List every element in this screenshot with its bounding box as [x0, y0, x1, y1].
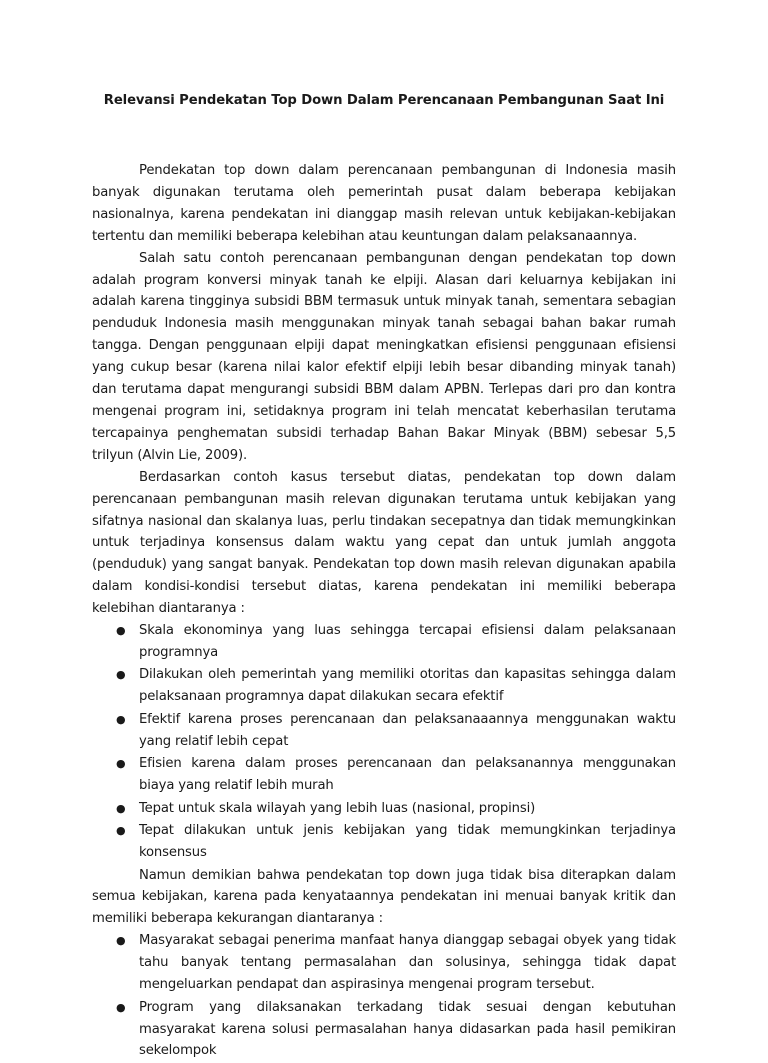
list-item [92, 753, 676, 797]
bullet-icon: ● [116, 1000, 126, 1014]
bullet-icon: ● [116, 712, 126, 726]
list-item [92, 798, 676, 820]
list-item [92, 997, 676, 1063]
list-item [92, 709, 676, 753]
list-item [92, 664, 676, 708]
advantages-list [92, 620, 676, 864]
bullet-icon: ● [116, 801, 126, 815]
bullet-icon: ● [116, 934, 126, 948]
list-item-text: Efisien karena dalam proses perencanaan dan pelaksanannya menggunakan biaya yang relatif lebih murah [139, 756, 676, 794]
paragraph-example: Salah satu contoh perencanaan pembangunan dengan pendekatan top down adalah program konversi minyak tanah ke elpiji. Alasan dari keluarnya kebijakan ini adalah karena tingginya subsidi BBM termasuk untuk minyak tanah, sementara sebagian penduduk Indonesia masih menggunakan minyak tanah sebagai bahan bakar rumah tangga. Dengan penggunaan elpiji dapat meningkatkan efisiensi penggunaan efisiensi yang cukup besar (karena nilai kalor efektif elpiji lebih besar dibanding minyak tanah) dan terutama dapat mengurangi subsidi BBM dalam APBN. Terlepas dari pro dan kontra mengenai program ini, setidaknya program ini telah mencatat keberhasilan terutama tercapainya penghematan subsidi terhadap Bahan Bakar Minyak (BBM) sebesar 5,5 trilyun (Alvin Lie, 2009). [92, 250, 676, 463]
list-item-text: Tepat dilakukan untuk jenis kebijakan yang tidak memungkinkan terjadinya konsensus [139, 823, 676, 861]
list-item-text: Tepat untuk skala wilayah yang lebih luas (nasional, propinsi) [139, 800, 536, 816]
list-item-text: Efektif karena proses perencanaan dan pelaksanaaannya menggunakan waktu yang relatif lebih cepat [139, 711, 676, 749]
paragraph-relevance: Berdasarkan contoh kasus tersebut diatas, pendekatan top down dalam perencanaan pembangunan masih relevan digunakan terutama untuk kebijakan yang sifatnya nasional dan skalanya luas, perlu tindakan secepatnya dan tidak memungkinkan untuk terjadinya konsensus dalam waktu yang cepat dan untuk jumlah anggota (penduduk) yang sangat banyak. Pendekatan top down masih relevan digunakan apabila dalam kondisi-kondisi tersebut diatas, karena pendekatan ini memiliki beberapa kelebihan diantaranya : [92, 469, 676, 617]
list-item-text: Dilakukan oleh pemerintah yang memiliki otoritas dan kapasitas sehingga dalam pelaksanaan programnya dapat dilakukan secara efektif [139, 667, 676, 705]
list-item-text: Masyarakat sebagai penerima manfaat hanya dianggap sebagai obyek yang tidak tahu banyak tentang permasalahan dan solusinya, sehingga tidak dapat mengeluarkan pendapat dan aspirasinya mengenai program tersebut. [139, 933, 676, 993]
bullet-icon: ● [116, 624, 126, 638]
disadvantages-list [92, 930, 676, 1062]
list-item-text: Skala ekonominya yang luas sehingga tercapai efisiensi dalam pelaksanaan programnya [139, 623, 676, 660]
document-body [92, 160, 676, 1063]
list-item [92, 620, 676, 664]
list-item [92, 930, 676, 996]
bullet-icon: ● [116, 824, 126, 838]
list-item-text: Program yang dilaksanakan terkadang tidak sesuai dengan kebutuhan masyarakat karena solusi permasalahan hanya didasarkan pada hasil pemikiran sekelompok [139, 999, 676, 1059]
paragraph-criticism: Namun demikian bahwa pendekatan top down juga tidak bisa diterapkan dalam semua kebijakan, karena pada kenyataannya pendekatan ini menuai banyak kritik dan memiliki beberapa kekurangan diantaranya : [92, 867, 676, 927]
bullet-icon: ● [116, 668, 126, 682]
bullet-icon: ● [116, 757, 126, 771]
paragraph-intro: Pendekatan top down dalam perencanaan pembangunan di Indonesia masih banyak digunakan terutama oleh pemerintah pusat dalam beberapa kebijakan nasionalnya, karena pendekatan ini dianggap masih relevan untuk kebijakan-kebijakan tertentu dan memiliki beberapa kelebihan atau keuntungan dalam pelaksanaannya. [92, 163, 676, 244]
document-title: Relevansi Pendekatan Top Down Dalam Perencanaan Pembangunan Saat Ini [103, 93, 665, 108]
list-item [92, 820, 676, 864]
